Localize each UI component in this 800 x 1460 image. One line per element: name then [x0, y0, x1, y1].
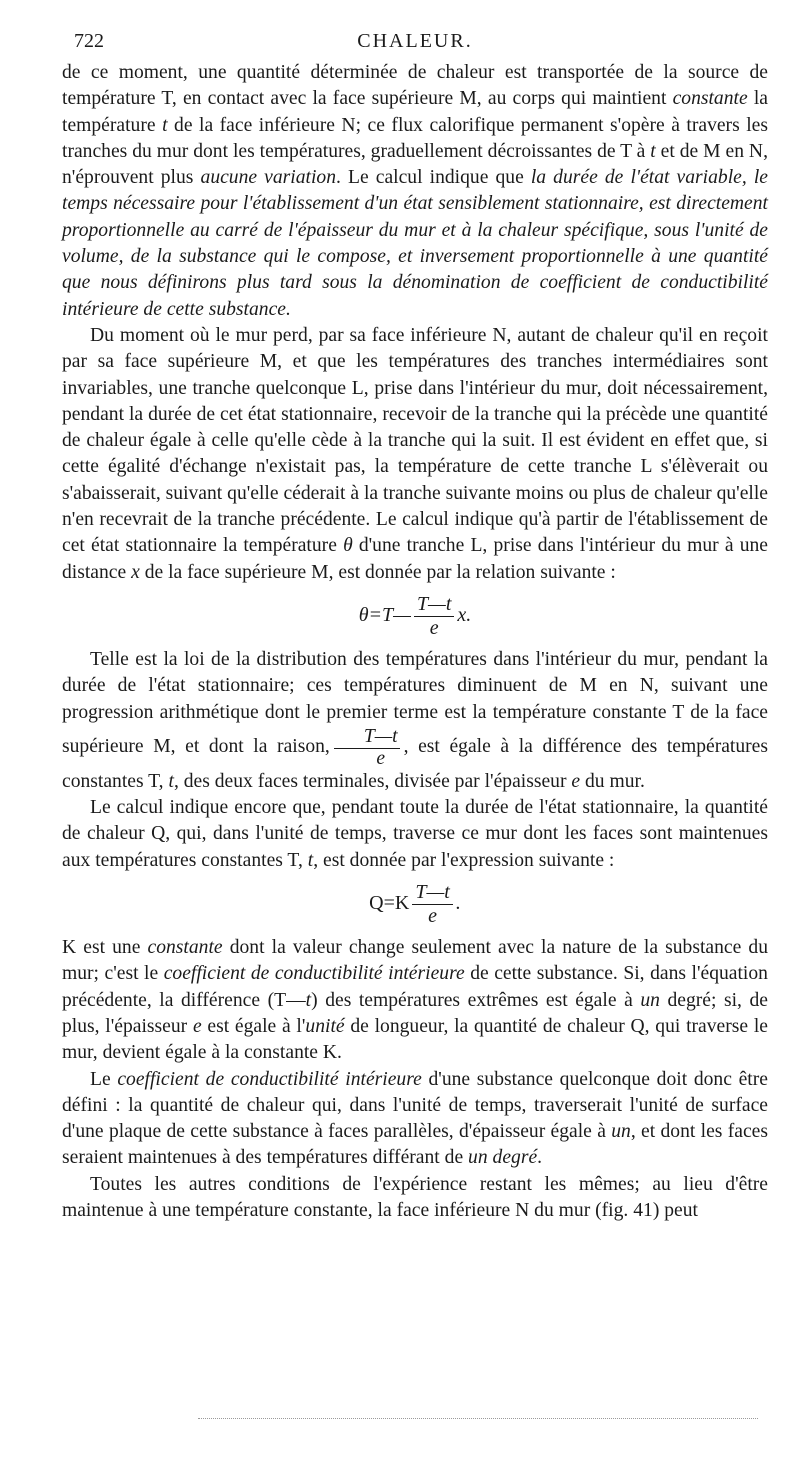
page-body	[62, 60, 768, 1224]
fraction-numerator: T—t	[414, 592, 454, 617]
paragraph-1: de ce moment, une quantité déterminée de chaleur est transportée de la source de température T, en contact avec la face supérieure M, au corps qui maintient constante la température t de la face inférieure N; ce flux calorifique permanent s'opère à travers les tranches du mur dont les températures, graduellement décroissantes de T à t et de M en N, n'éprouvent plus aucune variation. Le calcul indique que la durée de l'état variable, le temps nécessaire pour l'établissement d'un état sensiblement stationnaire, est directement proportionnelle au carré de l'épaisseur du mur et à la chaleur spécifique, sous l'unité de volume, de la substance qui le compose, et inversement proportionnelle à une quantité que nous définirons plus tard sous la dénomination de coefficient de conductibilité intérieure de cette substance.	[62, 62, 768, 320]
formula-fraction	[412, 880, 452, 927]
formula-heat-quantity	[62, 880, 768, 927]
paragraph-3: Telle est la loi de la distribution des températures dans l'intérieur du mur, pendant la durée de l'état stationnaire; ces températures diminuent de M en N, suivant une progression arithmétique dont le premier terme est la température constante T de la face supérieure M, et dont la raison, $\frac{T—t}{e}$ , est égale à la différence des températures constantes T, t, des deux faces terminales, divisée par l'épaisseur e du mur.	[62, 648, 769, 792]
paragraph-6: Le coefficient de conductibilité intérieure d'une substance quelconque doit donc être défini : la quantité de chaleur qui, dans l'unité de temps, traverserait l'unité de surface d'une plaque de cette substance à faces parallèles, d'épaisseur égale à un, et dont les faces seraient maintenues à des températures différant de un degré.	[62, 1068, 768, 1169]
running-title: CHALEUR.	[357, 30, 473, 52]
paragraph-5: K est une constante dont la valeur change seulement avec la nature de la substance du mur; c'est le coefficient de conductibilité intérieure de cette substance. Si, dans l'équation précédente, la différence (T—t) des températures extrêmes est égale à un degré; si, de plus, l'épaisseur e est égale à l'unité de longueur, la quantité de chaleur Q, qui traverse le mur, devient égale à la constante K.	[62, 937, 768, 1064]
formula-fraction	[414, 592, 454, 639]
page-header	[62, 30, 768, 56]
inline-fraction: $\frac{T—t}{e}$	[334, 726, 400, 769]
formula-tail: x.	[457, 604, 472, 627]
page-number: 722	[74, 30, 104, 52]
paragraph-2: Du moment où le mur perd, par sa face inférieure N, autant de chaleur qu'il en reçoit par sa face supérieure M, et que les températures des tranches intermédiaires sont invariables, une tranche quelconque L, prise dans l'intérieur du mur, doit nécessairement, pendant la durée de cet état stationnaire, recevoir de la tranche qui la précède une quantité de chaleur égale à celle qu'elle cède à la tranche qui la suit. Il est évident en effet que, si cette égalité d'échange n'existait pas, la température de cette tranche L s'élèverait ou s'abaisserait, suivant qu'elle céderait à la tranche suivante moins ou plus de chaleur qu'elle n'en recevrait de la tranche précédente. Le calcul indique qu'à partir de l'établissement de cet état stationnaire la température θ d'une tranche L, prise dans l'intérieur du mur à une distance x de la face supérieure M, est donnée par la relation suivante :	[62, 324, 768, 583]
formula-lhs: θ=T—	[358, 604, 411, 627]
fraction-denominator: e	[429, 616, 439, 639]
book-page	[62, 30, 768, 1224]
formula-tail: .	[455, 892, 461, 915]
paragraph-4: Le calcul indique encore que, pendant toute la durée de l'état stationnaire, la quantité de chaleur Q, qui, dans l'unité de temps, traverse ce mur dont les faces sont maintenues aux températures constantes T, t, est donnée par l'expression suivante :	[62, 797, 768, 871]
fraction-numerator: T—t	[412, 880, 452, 905]
bottom-rule	[198, 1418, 758, 1419]
formula-lhs: Q=K	[369, 892, 410, 915]
fraction-denominator: e	[428, 905, 438, 928]
formula-temperature-distribution	[62, 592, 768, 639]
paragraph-7: Toutes les autres conditions de l'expérience restant les mêmes; au lieu d'être maintenue à une température constante, la face inférieure N du mur (fig. 41) peut	[62, 1173, 768, 1221]
